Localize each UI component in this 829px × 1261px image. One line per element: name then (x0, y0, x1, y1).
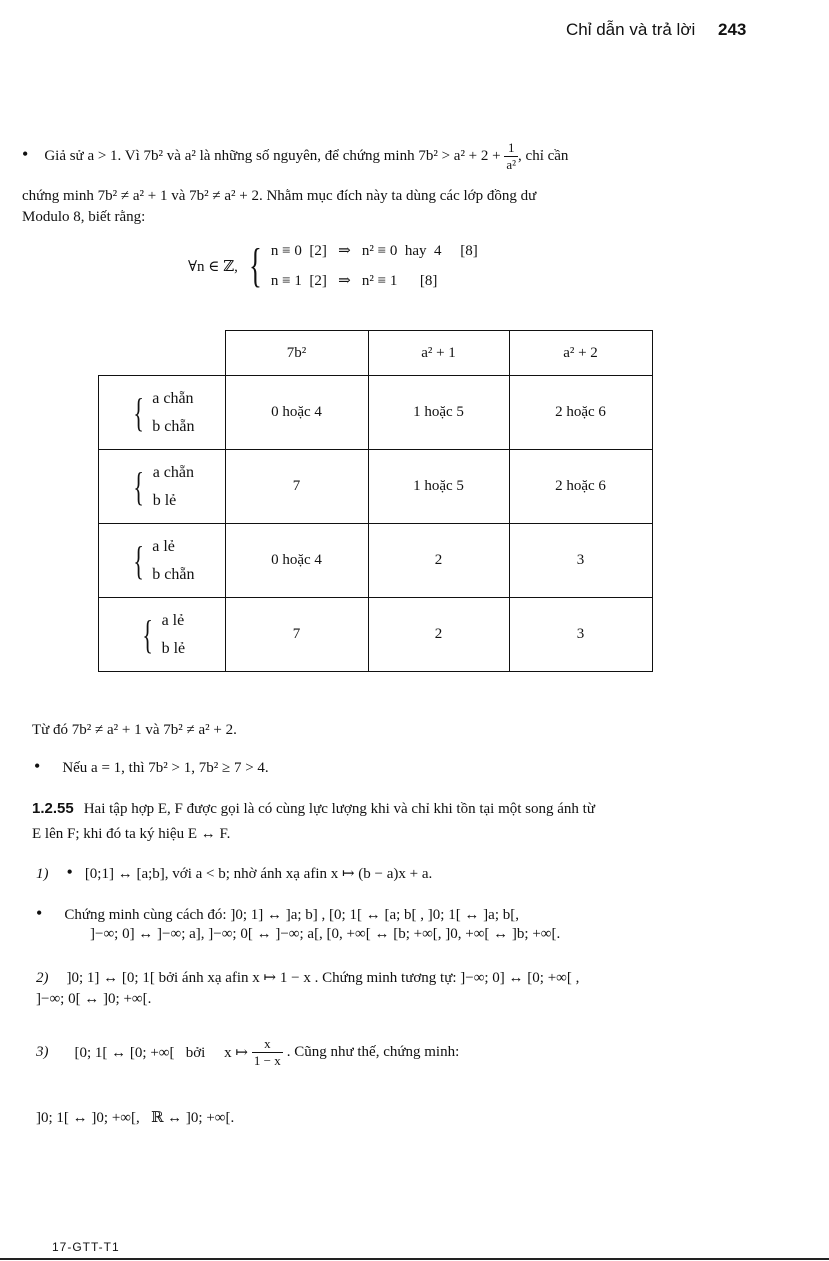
table-cell: 1 hoặc 5 (368, 450, 509, 524)
table-cell: 0 hoặc 4 (225, 376, 368, 450)
intro-line-2: chứng minh 7b² ≠ a² + 1 và 7b² ≠ a² + 2. Nhằm mục đích này ta dùng các lớp đồng dư (22, 188, 537, 204)
section-heading-line-2: E lên F; khi đó ta ký hiệu E ↔ F. (32, 826, 231, 842)
left-brace: { (249, 239, 262, 292)
fraction-1-over-a2: $\frac{1}{\text{a²}}$ (506, 140, 517, 172)
item-label: 3) (36, 1044, 49, 1060)
table-row (99, 376, 653, 450)
table-header-cell: a² + 2 (509, 331, 652, 376)
bullet-a-equals-1: • Nếu a = 1, thì 7b² > 1, 7b² ≥ 7 > 4. (34, 756, 269, 777)
item-1: 1)• [0;1] ↔ [a;b], với a < b; nhờ ánh xạ afin x ↦ (b − a)x + a. (36, 862, 432, 883)
table-cell: 2 (368, 524, 509, 598)
footer-rule (0, 1258, 829, 1260)
final-line: ]0; 1[ ↔ ]0; +∞[, ℝ ↔ ]0; +∞[. (36, 1110, 235, 1126)
row-condition: { a chẵn b lẻ (99, 450, 226, 524)
bullet-icon (36, 907, 42, 923)
congruence-system (188, 236, 478, 296)
row-condition: { a lẻ b chẵn (99, 524, 226, 598)
section-heading-line-1: 1.2.55 Hai tập hợp E, F được gọi là có cùng lực lượng khi và chỉ khi tồn tại một song ánh từ (32, 800, 595, 817)
table-cell: 0 hoặc 4 (225, 524, 368, 598)
item-2-line-1: 2) ]0; 1] ↔ [0; 1[ bởi ánh xạ afin x ↦ 1 − x . Chứng minh tương tự: ]−∞; 0] ↔ [0; +∞[ , (36, 970, 580, 986)
row-condition: { a chẵn b chẵn (99, 376, 226, 450)
bullet-icon (34, 760, 40, 776)
running-header (566, 20, 746, 40)
section-number: 1.2.55 (32, 800, 74, 817)
table-cell: 7 (225, 598, 368, 672)
bullet-icon (22, 148, 28, 164)
row-condition: { a lẻ b lẻ (99, 598, 226, 672)
item-2-line-2: ]−∞; 0[ ↔ ]0; +∞[. (36, 991, 152, 1007)
fraction-x-over-1-minus-x: $\frac{x}{1 - x}$ (253, 1036, 281, 1068)
parity-table (98, 330, 653, 672)
item-label: 1) (36, 866, 49, 882)
table-cell: 3 (509, 524, 652, 598)
table-cell: 1 hoặc 5 (368, 376, 509, 450)
table-cell: 2 hoặc 6 (509, 376, 652, 450)
footer-code: 17-GTT-T1 (52, 1240, 120, 1254)
table-row (99, 524, 653, 598)
same-method-line-1: • Chứng minh cùng cách đó: ]0; 1] ↔ ]a; b] , [0; 1[ ↔ [a; b[ , ]0; 1[ ↔ ]a; b[, (36, 903, 519, 924)
intro-line-1: • Giả sử a > 1. Vì 7b² và a² là những số nguyên, để chứng minh 7b² > a² + 2 + $\frac{1}{\text{a²}}$ , chỉ cần (22, 140, 568, 173)
table-row (99, 450, 653, 524)
congruence-prefix: ∀n ∈ ℤ, (188, 258, 238, 275)
intro-line-3: Modulo 8, biết rằng: (22, 209, 146, 225)
item-label: 2) (36, 970, 49, 986)
item-3: 3) [0; 1[ ↔ [0; +∞[ bởi x ↦ $\frac{x}{1 - x}$ . Cũng như thế, chứng minh: (36, 1036, 460, 1068)
same-method-line-2: ]−∞; 0] ↔ ]−∞; a], ]−∞; 0[ ↔ ]−∞; a[, [0, +∞[ ↔ [b; +∞[, ]0, +∞[ ↔ ]b; +∞[. (90, 926, 561, 942)
table-cell: 7 (225, 450, 368, 524)
table-cell: 3 (509, 598, 652, 672)
table-header-cell: a² + 1 (368, 331, 509, 376)
congruence-row-1: n ≡ 0 [2] ⇒ n² ≡ 0 hay 4 [8] (270, 243, 478, 259)
conclusion-line: Từ đó 7b² ≠ a² + 1 và 7b² ≠ a² + 2. (32, 722, 237, 738)
table-corner (99, 331, 226, 376)
congruence-row-2: n ≡ 1 [2] ⇒ n² ≡ 1 [8] (270, 273, 438, 289)
table-cell: 2 (368, 598, 509, 672)
page-number: 243 (718, 20, 747, 39)
table-row (99, 598, 653, 672)
bullet-icon (67, 866, 73, 882)
table-header-cell: 7b² (225, 331, 368, 376)
chapter-title: Chỉ dẫn và trả lời (566, 20, 696, 39)
table-cell: 2 hoặc 6 (509, 450, 652, 524)
table-header-row (99, 331, 653, 376)
